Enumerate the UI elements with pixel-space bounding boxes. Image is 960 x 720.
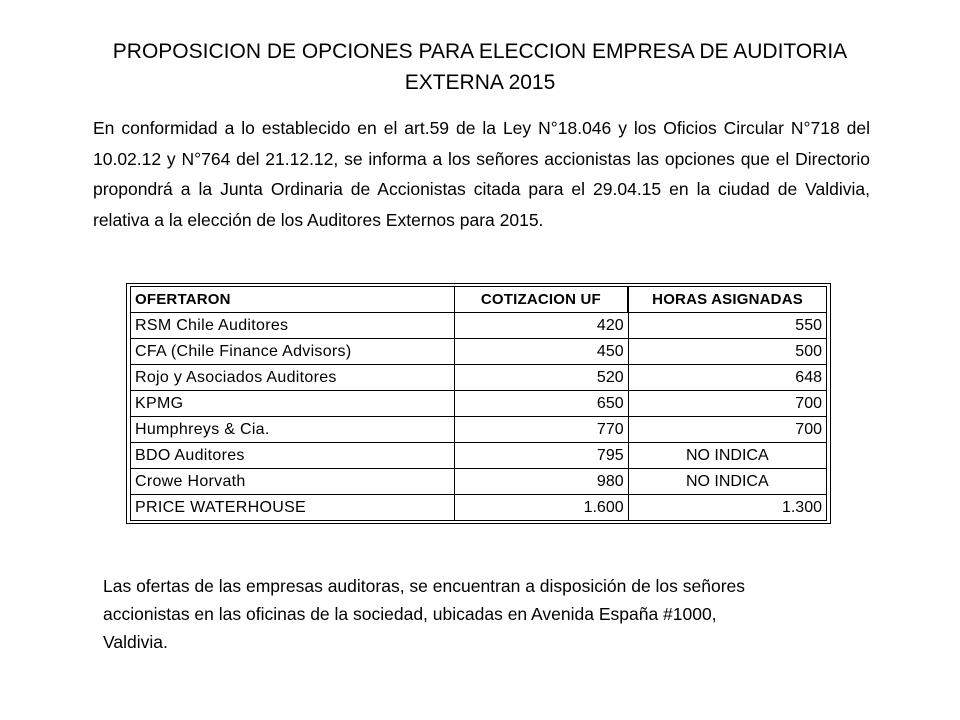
cell-name: Crowe Horvath: [131, 469, 455, 495]
table-row: [131, 339, 827, 365]
header-ofertaron: OFERTARON: [131, 287, 455, 313]
cell-name: RSM Chile Auditores: [131, 313, 455, 339]
cell-cotizacion: 770: [454, 417, 628, 443]
table-row: [131, 495, 827, 521]
table-row: [131, 417, 827, 443]
cell-horas: 648: [628, 365, 826, 391]
cell-horas: 1.300: [628, 495, 826, 521]
cell-name: PRICE WATERHOUSE: [131, 495, 455, 521]
cell-cotizacion: 520: [454, 365, 628, 391]
cell-horas: 700: [628, 417, 826, 443]
cell-horas: 550: [628, 313, 826, 339]
footer-line-1: Las ofertas de las empresas auditoras, se encuentran a disposición de los señores: [103, 576, 746, 596]
table-row: [131, 313, 827, 339]
cell-cotizacion: 980: [454, 469, 628, 495]
footer-paragraph: [103, 572, 893, 656]
cell-cotizacion: 450: [454, 339, 628, 365]
auditors-table: [130, 286, 827, 521]
table-row: [131, 443, 827, 469]
cell-horas: NO INDICA: [628, 443, 826, 469]
cell-cotizacion: 1.600: [454, 495, 628, 521]
cell-name: Humphreys & Cia.: [131, 417, 455, 443]
footer-line-3: Valdivia.: [103, 632, 168, 652]
cell-cotizacion: 795: [454, 443, 628, 469]
footer-line-2: accionistas en las oficinas de la sociedad, ubicadas en Avenida España #1000,: [103, 604, 717, 624]
table-row: [131, 391, 827, 417]
title-line-2: EXTERNA 2015: [404, 71, 556, 94]
cell-name: BDO Auditores: [131, 443, 455, 469]
cell-name: CFA (Chile Finance Advisors): [131, 339, 455, 365]
table-row: [131, 365, 827, 391]
cell-cotizacion: 420: [454, 313, 628, 339]
title-line-1: PROPOSICION DE OPCIONES PARA ELECCION EMPRESA DE AUDITORIA: [112, 40, 848, 63]
table-row: [131, 469, 827, 495]
cell-horas: NO INDICA: [628, 469, 826, 495]
cell-horas: 700: [628, 391, 826, 417]
table-header-row: [131, 287, 827, 313]
intro-paragraph: En conformidad a lo establecido en el art.59 de la Ley N°18.046 y los Oficios Circular N°718 del 10.02.12 y N°764 del 21.12.12, se informa a los señores accionistas las opciones que el Directorio propondrá a la Junta Ordinaria de Accionistas citada para el 29.04.15 en la ciudad de Valdivia, relativa a la elección de los Auditores Externos para 2015.: [93, 118, 870, 230]
header-horas: HORAS ASIGNADAS: [628, 287, 826, 313]
cell-horas: 500: [628, 339, 826, 365]
cell-name: Rojo y Asociados Auditores: [131, 365, 455, 391]
cell-cotizacion: 650: [454, 391, 628, 417]
cell-name: KPMG: [131, 391, 455, 417]
auditors-table-frame: [126, 283, 831, 524]
header-cotizacion: COTIZACION UF: [454, 287, 628, 313]
page-title: [90, 36, 870, 98]
